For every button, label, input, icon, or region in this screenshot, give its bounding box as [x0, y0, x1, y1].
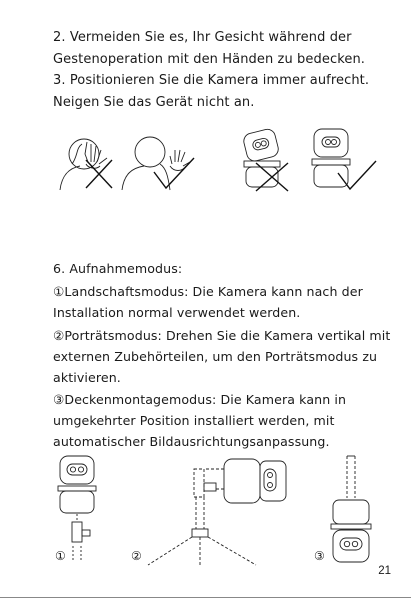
- ceiling-mode-illustration: [327, 452, 383, 564]
- text-line: aktivieren.: [53, 370, 121, 385]
- portrait-mode-text: [53, 325, 391, 388]
- page-number: 21: [378, 565, 391, 577]
- check-mark-icon: [154, 158, 194, 188]
- text-line: Gestenoperation mit den Händen zu bedecken.: [53, 51, 366, 67]
- text-line: externen Zubehörteilen, um den Porträtsmodus zu: [53, 349, 378, 364]
- text-line: 2. Vermeiden Sie es, Ihr Gesicht während der: [53, 30, 352, 45]
- text-line: umgekehrter Position installiert werden, mit: [53, 413, 335, 428]
- cross-mark-icon: [86, 160, 112, 188]
- text-line: ②Porträtsmodus: Drehen Sie die Kamera vertikal mit: [53, 328, 391, 343]
- portrait-mode-illustration: [146, 455, 286, 565]
- face-covered-illustration: [58, 128, 120, 192]
- text-line: 3. Positionieren Sie die Kamera immer aufrecht.: [53, 73, 370, 88]
- face-visible-illustration: [120, 128, 198, 192]
- page-bottom-rule: [0, 597, 411, 598]
- instructions-text: [53, 27, 383, 113]
- landscape-mode-text: [53, 281, 383, 323]
- tilted-camera-illustration: [232, 125, 298, 195]
- text-line: Neigen Sie das Gerät nicht an.: [53, 94, 255, 110]
- upright-camera-illustration: [308, 125, 380, 195]
- landscape-mode-illustration: [54, 452, 110, 564]
- text-line: ③Deckenmontagemodus: Die Kamera kann in: [53, 392, 347, 407]
- text-line: Installation normal verwendet werden.: [53, 305, 301, 320]
- figure-marker-1: ①: [55, 549, 66, 563]
- figure-marker-3: ③: [314, 549, 325, 563]
- section-heading: 6. Aufnahmemodus:: [53, 261, 183, 276]
- ceiling-mode-text: [53, 389, 383, 452]
- text-line: ①Landschaftsmodus: Die Kamera kann nach der: [53, 284, 363, 299]
- figure-marker-2: ②: [131, 549, 142, 563]
- text-line: automatischer Bildausrichtungsanpassung.: [53, 434, 330, 449]
